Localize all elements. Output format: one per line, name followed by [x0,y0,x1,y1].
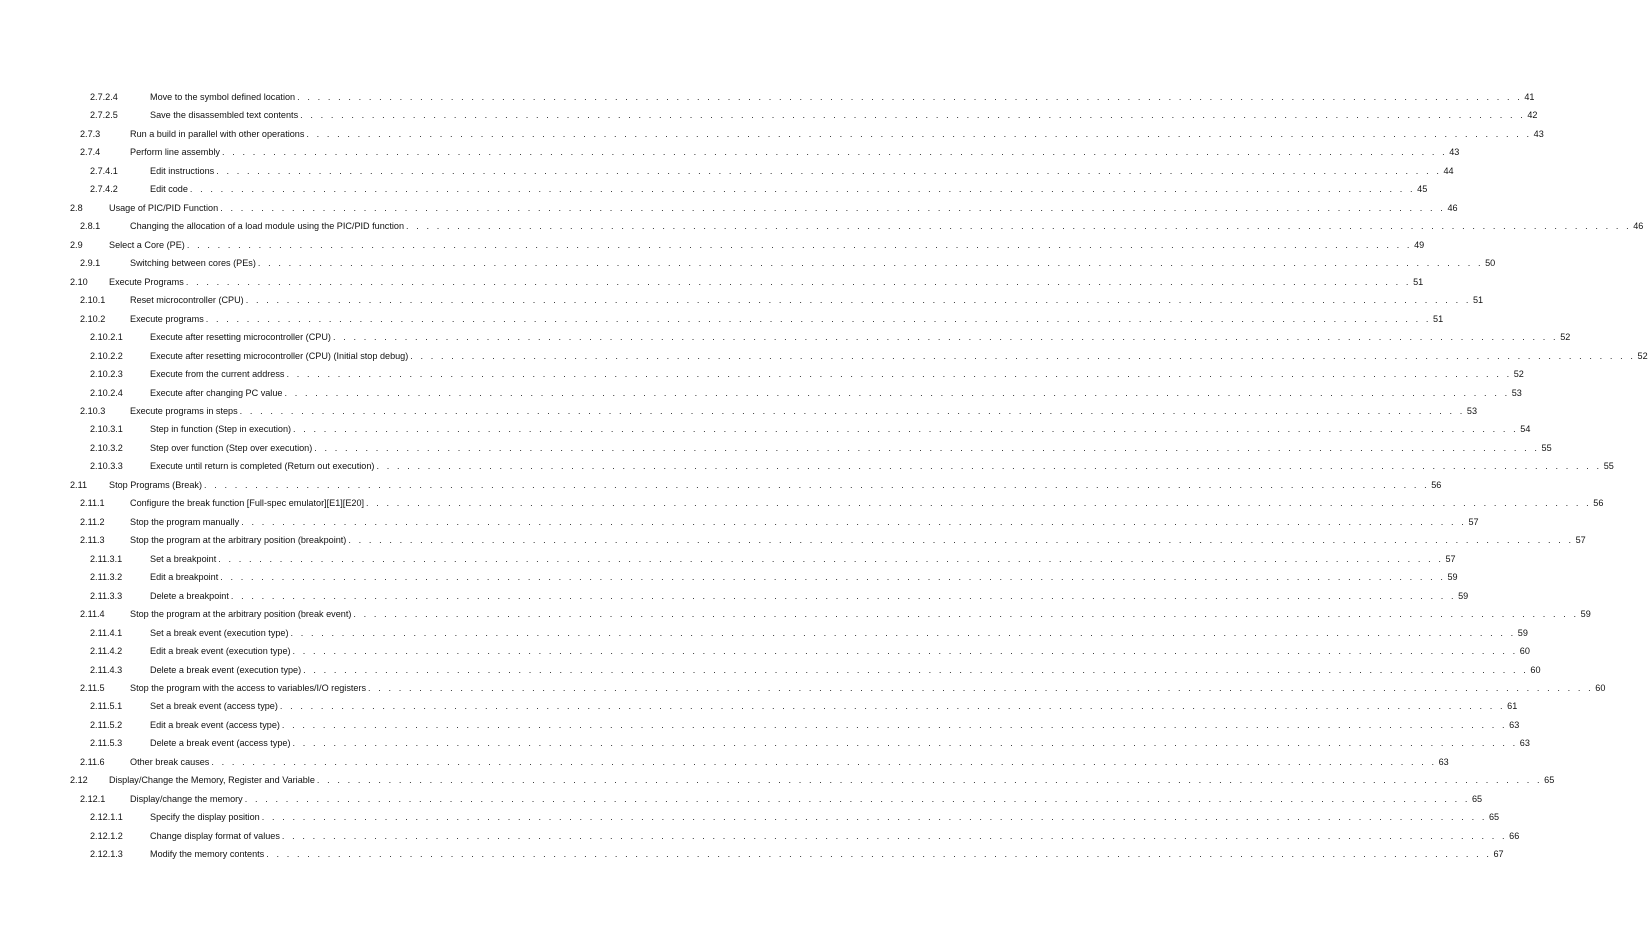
toc-page-number[interactable]: 51 [1413,276,1424,287]
toc-section-number: 2.12 [70,775,88,786]
toc-line [130,402,1478,420]
toc-line [150,162,1454,180]
toc-page-number[interactable]: 65 [1544,775,1555,786]
dot-leader: . . . . . . . . . . . . . . . . . . . . . . . . . . . . . . . . . . . . . . . . . . . . . . . . . . . . . . . . . . . . . . . . . . . . . . . . . . . . . . . . . . . . . . . . . . . . . . . . . . . . . . . . . . . . . . . . . . . . . . . . [279,701,1506,712]
toc-title[interactable]: Delete a break event (access type) [150,738,291,749]
toc-page-number[interactable]: 57 [1468,516,1479,527]
dot-leader: . . . . . . . . . . . . . . . . . . . . . . . . . . . . . . . . . . . . . . . . . . . . . . . . . . . . . . . . . . . . . . . . . . . . . . . . . . . . . . . . . . . . . . . . . . . . . . . . . . . . . . . . . . . . . . . . . . . . . . . . [230,590,1457,601]
toc-line [150,827,1520,845]
toc-title[interactable]: Step in function (Step in execution) [150,424,292,435]
toc-entry[interactable] [0,753,1449,771]
toc-section-number: 2.8.1 [80,221,101,232]
toc-page-number[interactable]: 52 [1560,332,1571,343]
toc-line [150,384,1522,402]
toc-line [150,624,1528,642]
dot-leader: . . . . . . . . . . . . . . . . . . . . . . . . . . . . . . . . . . . . . . . . . . . . . . . . . . . . . . . . . . . . . . . . . . . . . . . . . . . . . . . . . . . . . . . . . . . . . . . . . . . . . . . . . . . . . . . . . . . . . . . . [186,239,1413,250]
toc-entry[interactable] [0,624,1528,642]
toc-page-number[interactable]: 51 [1433,313,1444,324]
toc-entry[interactable] [0,457,1614,475]
toc-line [130,531,1586,549]
toc-title[interactable]: Set a breakpoint [150,553,217,564]
toc-line [150,587,1469,605]
toc-page-number[interactable]: 57 [1575,535,1586,546]
toc-title[interactable]: Select a Core (PE) [109,239,185,250]
toc-entry[interactable] [0,254,1496,272]
dot-leader: . . . . . . . . . . . . . . . . . . . . . . . . . . . . . . . . . . . . . . . . . . . . . . . . . . . . . . . . . . . . . . . . . . . . . . . . . . . . . . . . . . . . . . . . . . . . . . . . . . . . . . . . . . . . . . . . . . . . . . . . [239,405,1465,416]
toc-section-number: 2.11.5 [80,683,105,693]
toc-line [150,845,1504,863]
toc-section-number: 2.10.2.3 [90,369,123,380]
toc-title[interactable]: Edit instructions [150,165,215,176]
toc-section-number: 2.12.1.3 [90,849,123,860]
toc-line [130,143,1460,161]
toc-entry[interactable] [0,180,1428,198]
toc-title[interactable]: Modify the memory contents [150,849,265,860]
toc-title[interactable]: Edit code [150,184,188,195]
toc-entry[interactable] [0,162,1454,180]
toc-page-number[interactable]: 46 [1447,202,1458,213]
dot-leader: . . . . . . . . . . . . . . . . . . . . . . . . . . . . . . . . . . . . . . . . . . . . . . . . . . . . . . . . . . . . . . . . . . . . . . . . . . . . . . . . . . . . . . . . . . . . . . . . . . . . . . . . . . . . . . . . . . . . . . . . [348,535,1574,546]
toc-line [130,254,1496,272]
toc-page-number[interactable]: 60 [1530,664,1541,675]
toc-page-number[interactable]: 63 [1509,719,1520,730]
toc-line [150,457,1614,475]
toc-section-number: 2.10.2 [80,313,106,324]
toc-page-number[interactable]: 67 [1493,849,1504,860]
toc-title[interactable]: Stop the program with the access to variables/I/O registers [130,683,367,693]
dot-leader: . . . . . . . . . . . . . . . . . . . . . . . . . . . . . . . . . . . . . . . . . . . . . . . . . . . . . . . . . . . . . . . . . . . . . . . . . . . . . . . . . . . . . . . . . . . . . . . . . . . . . . . . . . . . . . . . . . . . . . . . [314,442,1540,453]
dot-leader: . . . . . . . . . . . . . . . . . . . . . . . . . . . . . . . . . . . . . . . . . . . . . . . . . . . . . . . . . . . . . . . . . . . . . . . . . . . . . . . . . . . . . . . . . . . . . . . . . . . . . . . . . . . . . . . . . . . . . . . . [292,738,1518,749]
toc-page-number[interactable]: 45 [1417,184,1428,195]
toc-section-number: 2.11.6 [80,756,105,767]
toc-entry[interactable] [0,273,1424,291]
dot-leader: . . . . . . . . . . . . . . . . . . . . . . . . . . . . . . . . . . . . . . . . . . . . . . . . . . . . . . . . . . . . . . . . . . . . . . . . . . . . . . . . . . . . . . . . . . . . . . . . . . . . . . . . . . . . . . . . . . . . . . . . [353,609,1579,620]
dot-leader: . . . . . . . . . . . . . . . . . . . . . . . . . . . . . . . . . . . . . . . . . . . . . . . . . . . . . . . . . . . . . . . . . . . . . . . . . . . . . . . . . . . . . . . . . . . . . . . . . . . . . . . . . . . . . . . . . . . . . . . . [281,830,1508,841]
toc-entry[interactable] [0,420,1531,438]
toc-entry[interactable] [0,697,1518,715]
toc-entry[interactable] [0,199,1458,217]
toc-entry[interactable] [0,476,1442,494]
toc-title[interactable]: Execute after changing PC value [150,387,283,398]
toc-line [130,679,1606,697]
toc-section-number: 2.11.1 [80,498,105,509]
toc-entry[interactable] [0,808,1500,826]
toc-entry[interactable] [0,771,1555,789]
toc-title[interactable]: Execute until return is completed (Return out execution) [150,461,375,472]
dot-leader: . . . . . . . . . . . . . . . . . . . . . . . . . . . . . . . . . . . . . . . . . . . . . . . . . . . . . . . . . . . . . . . . . . . . . . . . . . . . . . . . . . . . . . . . . . . . . . . . . . . . . . . . . . . . . . . . . . . . . . . . [216,165,1442,176]
toc-page-number[interactable]: 53 [1466,405,1478,416]
toc-section-number: 2.12.1.1 [90,812,123,823]
toc-section-number: 2.9.1 [80,258,101,269]
toc-line [130,753,1449,771]
toc-section-number: 2.11.3.2 [90,572,123,583]
toc-entry[interactable] [0,125,1544,143]
toc-page-number[interactable]: 50 [1485,258,1496,269]
toc-page-number[interactable]: 63 [1519,738,1530,749]
toc-line [150,439,1552,457]
toc-line [150,808,1500,826]
toc-line [130,605,1591,623]
toc-title[interactable]: Display/Change the Memory, Register and Variable [109,775,315,786]
toc-title[interactable]: Changing the allocation of a load module using the PIC/PID function [130,221,404,232]
toc-section-number: 2.10.1 [80,295,106,306]
toc-entry[interactable] [0,347,1648,365]
dot-leader: . . . . . . . . . . . . . . . . . . . . . . . . . . . . . . . . . . . . . . . . . . . . . . . . . . . . . . . . . . . . . . . . . . . . . . . . . . . . . . . . . . . . . . . . . . . . . . . . . . . . . . . . . . . . . . . . . . . . . . . . [221,147,1448,158]
toc-page-number[interactable]: 60 [1519,646,1530,657]
dot-leader: . . . . . . . . . . . . . . . . . . . . . . . . . . . . . . . . . . . . . . . . . . . . . . . . . . . . . . . . . . . . . . . . . . . . . . . . . . . . . . . . . . . . . . . . . . . . . . . . . . . . . . . . . . . . . . . . . . . . . . . . [368,683,1594,693]
toc-section-number: 2.7.4 [80,147,101,158]
dot-leader: . . . . . . . . . . . . . . . . . . . . . . . . . . . . . . . . . . . . . . . . . . . . . . . . . . . . . . . . . . . . . . . . . . . . . . . . . . . . . . . . . . . . . . . . . . . . . . . . . . . . . . . . . . . . . . . . . . . . . . . . [218,553,1444,564]
toc-title[interactable]: Step over function (Step over execution) [150,442,313,453]
toc-page-number[interactable]: 55 [1603,461,1614,472]
toc-line [150,347,1648,365]
toc-title[interactable]: Stop the program manually [130,516,240,527]
toc-section-number: 2.8 [70,202,83,213]
toc-page-number[interactable]: 56 [1431,479,1442,490]
toc-title[interactable]: Perform line assembly [130,147,220,158]
toc-section-number: 2.9 [70,239,83,250]
toc-title[interactable]: Other break causes [130,756,210,767]
toc-title[interactable]: Edit a break event (access type) [150,719,280,730]
toc-line [130,494,1604,512]
dot-leader: . . . . . . . . . . . . . . . . . . . . . . . . . . . . . . . . . . . . . . . . . . . . . . . . . . . . . . . . . . . . . . . . . . . . . . . . . . . . . . . . . . . . . . . . . . . . . . . . . . . . . . . . . . . . . . . . . . . . . . . . [220,202,1446,213]
toc-page-number[interactable]: 59 [1517,627,1528,638]
toc-title[interactable]: Set a break event (access type) [150,701,278,712]
toc-title[interactable]: Switching between cores (PEs) [130,258,256,269]
toc-section-number: 2.7.2.5 [90,110,118,121]
toc-entry[interactable] [0,291,1484,309]
toc-line [130,790,1483,808]
toc-entry[interactable] [0,439,1552,457]
dot-leader: . . . . . . . . . . . . . . . . . . . . . . . . . . . . . . . . . . . . . . . . . . . . . . . . . . . . . . . . . . . . . . . . . . . . . . . . . . . . . . . . . . . . . . . . . . . . . . . . . . . . . . . . . . . . . . . . . . . . . . . . [290,627,1516,638]
toc-line [150,716,1520,734]
toc-page-number[interactable]: 59 [1447,572,1458,583]
toc-line [150,365,1524,383]
toc-title[interactable]: Save the disassembled text contents [150,110,299,121]
dot-leader: . . . . . . . . . . . . . . . . . . . . . . . . . . . . . . . . . . . . . . . . . . . . . . . . . . . . . . . . . . . . . . . . . . . . . . . . . . . . . . . . . . . . . . . . . . . . . . . . . . . . . . . . . . . . . . . . . . . . . . . . [303,664,1529,675]
toc-line [130,310,1444,328]
toc-title[interactable]: Stop the program at the arbitrary position (breakpoint) [130,535,347,546]
toc-title[interactable]: Execute programs [130,313,204,324]
toc-section-number: 2.11.5.3 [90,738,123,749]
dot-leader: . . . . . . . . . . . . . . . . . . . . . . . . . . . . . . . . . . . . . . . . . . . . . . . . . . . . . . . . . . . . . . . . . . . . . . . . . . . . . . . . . . . . . . . . . . . . . . . . . . . . . . . . . . . . . . . . . . . . . . . . [316,775,1543,786]
toc-section-number: 2.10.2.1 [90,332,123,343]
toc-title[interactable]: Edit a breakpoint [150,572,219,583]
toc-page-number[interactable]: 55 [1541,442,1552,453]
toc-section-number: 2.11.4.3 [90,664,123,675]
toc-title[interactable]: Execute after resetting microcontroller (CPU) [150,332,331,343]
toc-section-number: 2.11.4 [80,609,105,620]
toc-section-number: 2.12.1 [80,793,106,804]
toc-entry[interactable] [0,642,1530,660]
toc-line [150,568,1458,586]
toc-section-number: 2.10.3.1 [90,424,123,435]
toc-line [109,236,1425,254]
toc-line [150,550,1456,568]
toc-page-number[interactable]: 65 [1488,812,1500,823]
toc-entry[interactable] [0,402,1478,420]
dot-leader: . . . . . . . . . . . . . . . . . . . . . . . . . . . . . . . . . . . . . . . . . . . . . . . . . . . . . . . . . . . . . . . . . . . . . . . . . . . . . . . . . . . . . . . . . . . . . . . . . . . . . . . . . . . . . . . . . . . . . . . . [189,184,1416,195]
dot-leader: . . . . . . . . . . . . . . . . . . . . . . . . . . . . . . . . . . . . . . . . . . . . . . . . . . . . . . . . . . . . . . . . . . . . . . . . . . . . . . . . . . . . . . . . . . . . . . . . . . . . . . . . . . . . . . . . . . . . . . . . [376,461,1602,472]
toc-page-number[interactable]: 59 [1458,590,1469,601]
toc-section-number: 2.11.3.1 [90,553,123,564]
toc-entry[interactable] [0,605,1591,623]
toc-page-number[interactable]: 52 [1513,369,1524,380]
toc-title[interactable]: Execute from the current address [150,369,285,380]
toc-page-number[interactable]: 42 [1527,110,1538,121]
dot-leader: . . . . . . . . . . . . . . . . . . . . . . . . . . . . . . . . . . . . . . . . . . . . . . . . . . . . . . . . . . . . . . . . . . . . . . . . . . . . . . . . . . . . . . . . . . . . . . . . . . . . . . . . . . . . . . . . . . . . . . . . [204,479,1430,490]
toc-entry[interactable] [0,328,1571,346]
dot-leader: . . . . . . . . . . . . . . . . . . . . . . . . . . . . . . . . . . . . . . . . . . . . . . . . . . . . . . . . . . . . . . . . . . . . . . . . . . . . . . . . . . . . . . . . . . . . . . . . . . . . . . . . . . . . . . . . . . . . . . . . [297,92,1523,102]
toc-entry[interactable] [0,550,1456,568]
toc-page-number[interactable]: 44 [1443,165,1454,176]
toc-entry[interactable] [0,661,1541,679]
toc-entry[interactable] [0,106,1538,124]
toc-line [150,328,1571,346]
toc-page-number[interactable]: 60 [1595,683,1606,693]
toc-title[interactable]: Specify the display position [150,812,260,823]
toc-section-number: 2.10.3 [80,405,106,416]
toc-line [109,476,1442,494]
toc-section-number: 2.11.4.1 [90,627,123,638]
toc-page-number[interactable]: 61 [1507,701,1518,712]
toc-line [150,642,1530,660]
toc-title[interactable]: Edit a break event (execution type) [150,646,291,657]
toc-title[interactable]: Display/change the memory [130,793,243,804]
toc-page-number[interactable]: 54 [1520,424,1531,435]
dot-leader: . . . . . . . . . . . . . . . . . . . . . . . . . . . . . . . . . . . . . . . . . . . . . . . . . . . . . . . . . . . . . . . . . . . . . . . . . . . . . . . . . . . . . . . . . . . . . . . . . . . . . . . . . . . . . . . . . . . . . . . . [306,128,1532,139]
toc-line [130,125,1544,143]
toc-section-number: 2.11.2 [80,516,105,527]
dot-leader: . . . . . . . . . . . . . . . . . . . . . . . . . . . . . . . . . . . . . . . . . . . . . . . . . . . . . . . . . . . . . . . . . . . . . . . . . . . . . . . . . . . . . . . . . . . . . . . . . . . . . . . . . . . . . . . . . . . . . . . . [366,498,1592,509]
toc-page-number[interactable]: 53 [1511,387,1522,398]
toc-title[interactable]: Execute programs in steps [130,405,238,416]
toc-page-number[interactable]: 46 [1633,221,1644,232]
toc-entry[interactable] [0,236,1425,254]
toc-section-number: 2.11 [70,479,88,490]
dot-leader: . . . . . . . . . . . . . . . . . . . . . . . . . . . . . . . . . . . . . . . . . . . . . . . . . . . . . . . . . . . . . . . . . . . . . . . . . . . . . . . . . . . . . . . . . . . . . . . . . . . . . . . . . . . . . . . . . . . . . . . . [205,313,1432,324]
toc-line [109,199,1458,217]
toc-line [130,513,1479,531]
toc-entry[interactable] [0,790,1483,808]
dot-leader: . . . . . . . . . . . . . . . . . . . . . . . . . . . . . . . . . . . . . . . . . . . . . . . . . . . . . . . . . . . . . . . . . . . . . . . . . . . . . . . . . . . . . . . . . . . . . . . . . . . . . . . . . . . . . . . . . . . . . . . . [286,369,1512,380]
toc-entry[interactable] [0,513,1479,531]
toc-title[interactable]: Delete a breakpoint [150,590,229,601]
dot-leader: . . . . . . . . . . . . . . . . . . . . . . . . . . . . . . . . . . . . . . . . . . . . . . . . . . . . . . . . . . . . . . . . . . . . . . . . . . . . . . . . . . . . . . . . . . . . . . . . . . . . . . . . . . . . . . . . . . . . . . . . [300,110,1526,121]
toc-title[interactable]: Run a build in parallel with other operations [130,128,305,139]
toc-entry[interactable] [0,88,1535,106]
dot-leader: . . . . . . . . . . . . . . . . . . . . . . . . . . . . . . . . . . . . . . . . . . . . . . . . . . . . . . . . . . . . . . . . . . . . . . . . . . . . . . . . . . . . . . . . . . . . . . . . . . . . . . . . . . . . . . . . . . . . . . . . [410,350,1636,361]
toc-title[interactable]: Usage of PIC/PID Function [109,202,219,213]
toc-section-number: 2.11.5.2 [90,719,123,730]
toc-entry[interactable] [0,734,1530,752]
toc-entry[interactable] [0,217,1644,235]
toc-line [150,420,1531,438]
toc-section-number: 2.11.3.3 [90,590,123,601]
toc-title[interactable]: Stop the program at the arbitrary position (break event) [130,609,352,620]
toc-entry[interactable] [0,531,1586,549]
dot-leader: . . . . . . . . . . . . . . . . . . . . . . . . . . . . . . . . . . . . . . . . . . . . . . . . . . . . . . . . . . . . . . . . . . . . . . . . . . . . . . . . . . . . . . . . . . . . . . . . . . . . . . . . . . . . . . . . . . . . . . . . [185,276,1412,287]
toc-entry[interactable] [0,143,1460,161]
toc-title[interactable]: Delete a break event (execution type) [150,664,302,675]
dot-leader: . . . . . . . . . . . . . . . . . . . . . . . . . . . . . . . . . . . . . . . . . . . . . . . . . . . . . . . . . . . . . . . . . . . . . . . . . . . . . . . . . . . . . . . . . . . . . . . . . . . . . . . . . . . . . . . . . . . . . . . . [281,719,1508,730]
toc-page-number[interactable]: 43 [1533,128,1544,139]
dot-leader: . . . . . . . . . . . . . . . . . . . . . . . . . . . . . . . . . . . . . . . . . . . . . . . . . . . . . . . . . . . . . . . . . . . . . . . . . . . . . . . . . . . . . . . . . . . . . . . . . . . . . . . . . . . . . . . . . . . . . . . . [292,646,1518,657]
toc-entry[interactable] [0,494,1604,512]
toc-line [150,697,1518,715]
toc-line [150,180,1428,198]
toc-line [150,88,1535,106]
toc-section-number: 2.10.3.2 [90,442,123,453]
toc-entry[interactable] [0,384,1522,402]
dot-leader: . . . . . . . . . . . . . . . . . . . . . . . . . . . . . . . . . . . . . . . . . . . . . . . . . . . . . . . . . . . . . . . . . . . . . . . . . . . . . . . . . . . . . . . . . . . . . . . . . . . . . . . . . . . . . . . . . . . . . . . . [257,258,1484,269]
dot-leader: . . . . . . . . . . . . . . . . . . . . . . . . . . . . . . . . . . . . . . . . . . . . . . . . . . . . . . . . . . . . . . . . . . . . . . . . . . . . . . . . . . . . . . . . . . . . . . . . . . . . . . . . . . . . . . . . . . . . . . . . [332,332,1559,343]
table-of-contents [0,88,1648,864]
dot-leader: . . . . . . . . . . . . . . . . . . . . . . . . . . . . . . . . . . . . . . . . . . . . . . . . . . . . . . . . . . . . . . . . . . . . . . . . . . . . . . . . . . . . . . . . . . . . . . . . . . . . . . . . . . . . . . . . . . . . . . . . [241,516,1467,527]
toc-section-number: 2.7.4.1 [90,165,118,176]
toc-title[interactable]: Stop Programs (Break) [109,479,202,490]
dot-leader: . . . . . . . . . . . . . . . . . . . . . . . . . . . . . . . . . . . . . . . . . . . . . . . . . . . . . . . . . . . . . . . . . . . . . . . . . . . . . . . . . . . . . . . . . . . . . . . . . . . . . . . . . . . . . . . . . . . . . . . . [266,849,1492,860]
dot-leader: . . . . . . . . . . . . . . . . . . . . . . . . . . . . . . . . . . . . . . . . . . . . . . . . . . . . . . . . . . . . . . . . . . . . . . . . . . . . . . . . . . . . . . . . . . . . . . . . . . . . . . . . . . . . . . . . . . . . . . . . [220,572,1446,583]
toc-line [109,771,1555,789]
toc-page-number[interactable]: 59 [1580,609,1591,620]
toc-line [150,106,1538,124]
toc-page-number[interactable]: 65 [1471,793,1483,804]
toc-title[interactable]: Configure the break function [Full-spec emulator][E1][E20] [130,498,365,509]
toc-title[interactable]: Execute Programs [109,276,184,287]
toc-entry[interactable] [0,716,1520,734]
toc-section-number: 2.11.3 [80,535,105,546]
toc-title[interactable]: Reset microcontroller (CPU) [130,295,244,306]
toc-title[interactable]: Set a break event (execution type) [150,627,289,638]
toc-section-number: 2.10.3.3 [90,461,123,472]
toc-page-number[interactable]: 66 [1509,830,1520,841]
dot-leader: . . . . . . . . . . . . . . . . . . . . . . . . . . . . . . . . . . . . . . . . . . . . . . . . . . . . . . . . . . . . . . . . . . . . . . . . . . . . . . . . . . . . . . . . . . . . . . . . . . . . . . . . . . . . . . . . . . . . . . . . [406,221,1632,232]
toc-section-number: 2.11.4.2 [90,646,123,657]
toc-page-number[interactable]: 56 [1593,498,1604,509]
toc-entry[interactable] [0,845,1504,863]
toc-entry[interactable] [0,365,1524,383]
toc-section-number: 2.12.1.2 [90,830,123,841]
toc-title[interactable]: Change display format of values [150,830,280,841]
toc-section-number: 2.10.2.4 [90,387,123,398]
dot-leader: . . . . . . . . . . . . . . . . . . . . . . . . . . . . . . . . . . . . . . . . . . . . . . . . . . . . . . . . . . . . . . . . . . . . . . . . . . . . . . . . . . . . . . . . . . . . . . . . . . . . . . . . . . . . . . . . . . . . . . . . [244,793,1470,804]
toc-page-number[interactable]: 41 [1524,92,1535,102]
toc-entry[interactable] [0,827,1520,845]
dot-leader: . . . . . . . . . . . . . . . . . . . . . . . . . . . . . . . . . . . . . . . . . . . . . . . . . . . . . . . . . . . . . . . . . . . . . . . . . . . . . . . . . . . . . . . . . . . . . . . . . . . . . . . . . . . . . . . . . . . . . . . . [293,424,1519,435]
toc-section-number: 2.10.2.2 [90,350,123,361]
toc-line [130,291,1484,309]
toc-section-number: 2.7.3 [80,128,101,139]
toc-title[interactable]: Execute after resetting microcontroller (CPU) (Initial stop debug) [150,350,409,361]
toc-entry[interactable] [0,310,1444,328]
toc-line [130,217,1644,235]
dot-leader: . . . . . . . . . . . . . . . . . . . . . . . . . . . . . . . . . . . . . . . . . . . . . . . . . . . . . . . . . . . . . . . . . . . . . . . . . . . . . . . . . . . . . . . . . . . . . . . . . . . . . . . . . . . . . . . . . . . . . . . . [284,387,1510,398]
toc-line [109,273,1424,291]
toc-entry[interactable] [0,568,1458,586]
toc-section-number: 2.7.2.4 [90,92,118,102]
toc-section-number: 2.11.5.1 [90,701,123,712]
toc-line [150,661,1541,679]
dot-leader: . . . . . . . . . . . . . . . . . . . . . . . . . . . . . . . . . . . . . . . . . . . . . . . . . . . . . . . . . . . . . . . . . . . . . . . . . . . . . . . . . . . . . . . . . . . . . . . . . . . . . . . . . . . . . . . . . . . . . . . . [211,756,1437,767]
toc-page-number[interactable]: 43 [1449,147,1460,158]
toc-page-number[interactable]: 63 [1438,756,1449,767]
toc-section-number: 2.10 [70,276,88,287]
toc-section-number: 2.7.4.2 [90,184,118,195]
toc-entry[interactable] [0,679,1606,697]
toc-entry[interactable] [0,587,1469,605]
toc-page-number[interactable]: 49 [1414,239,1425,250]
toc-page-number[interactable]: 57 [1445,553,1456,564]
toc-line [150,734,1530,752]
toc-page-number[interactable]: 52 [1637,350,1648,361]
dot-leader: . . . . . . . . . . . . . . . . . . . . . . . . . . . . . . . . . . . . . . . . . . . . . . . . . . . . . . . . . . . . . . . . . . . . . . . . . . . . . . . . . . . . . . . . . . . . . . . . . . . . . . . . . . . . . . . . . . . . . . . . [261,812,1487,823]
toc-title[interactable]: Move to the symbol defined location [150,92,296,102]
dot-leader: . . . . . . . . . . . . . . . . . . . . . . . . . . . . . . . . . . . . . . . . . . . . . . . . . . . . . . . . . . . . . . . . . . . . . . . . . . . . . . . . . . . . . . . . . . . . . . . . . . . . . . . . . . . . . . . . . . . . . . . . [245,295,1471,306]
toc-page-number[interactable]: 51 [1472,295,1484,306]
